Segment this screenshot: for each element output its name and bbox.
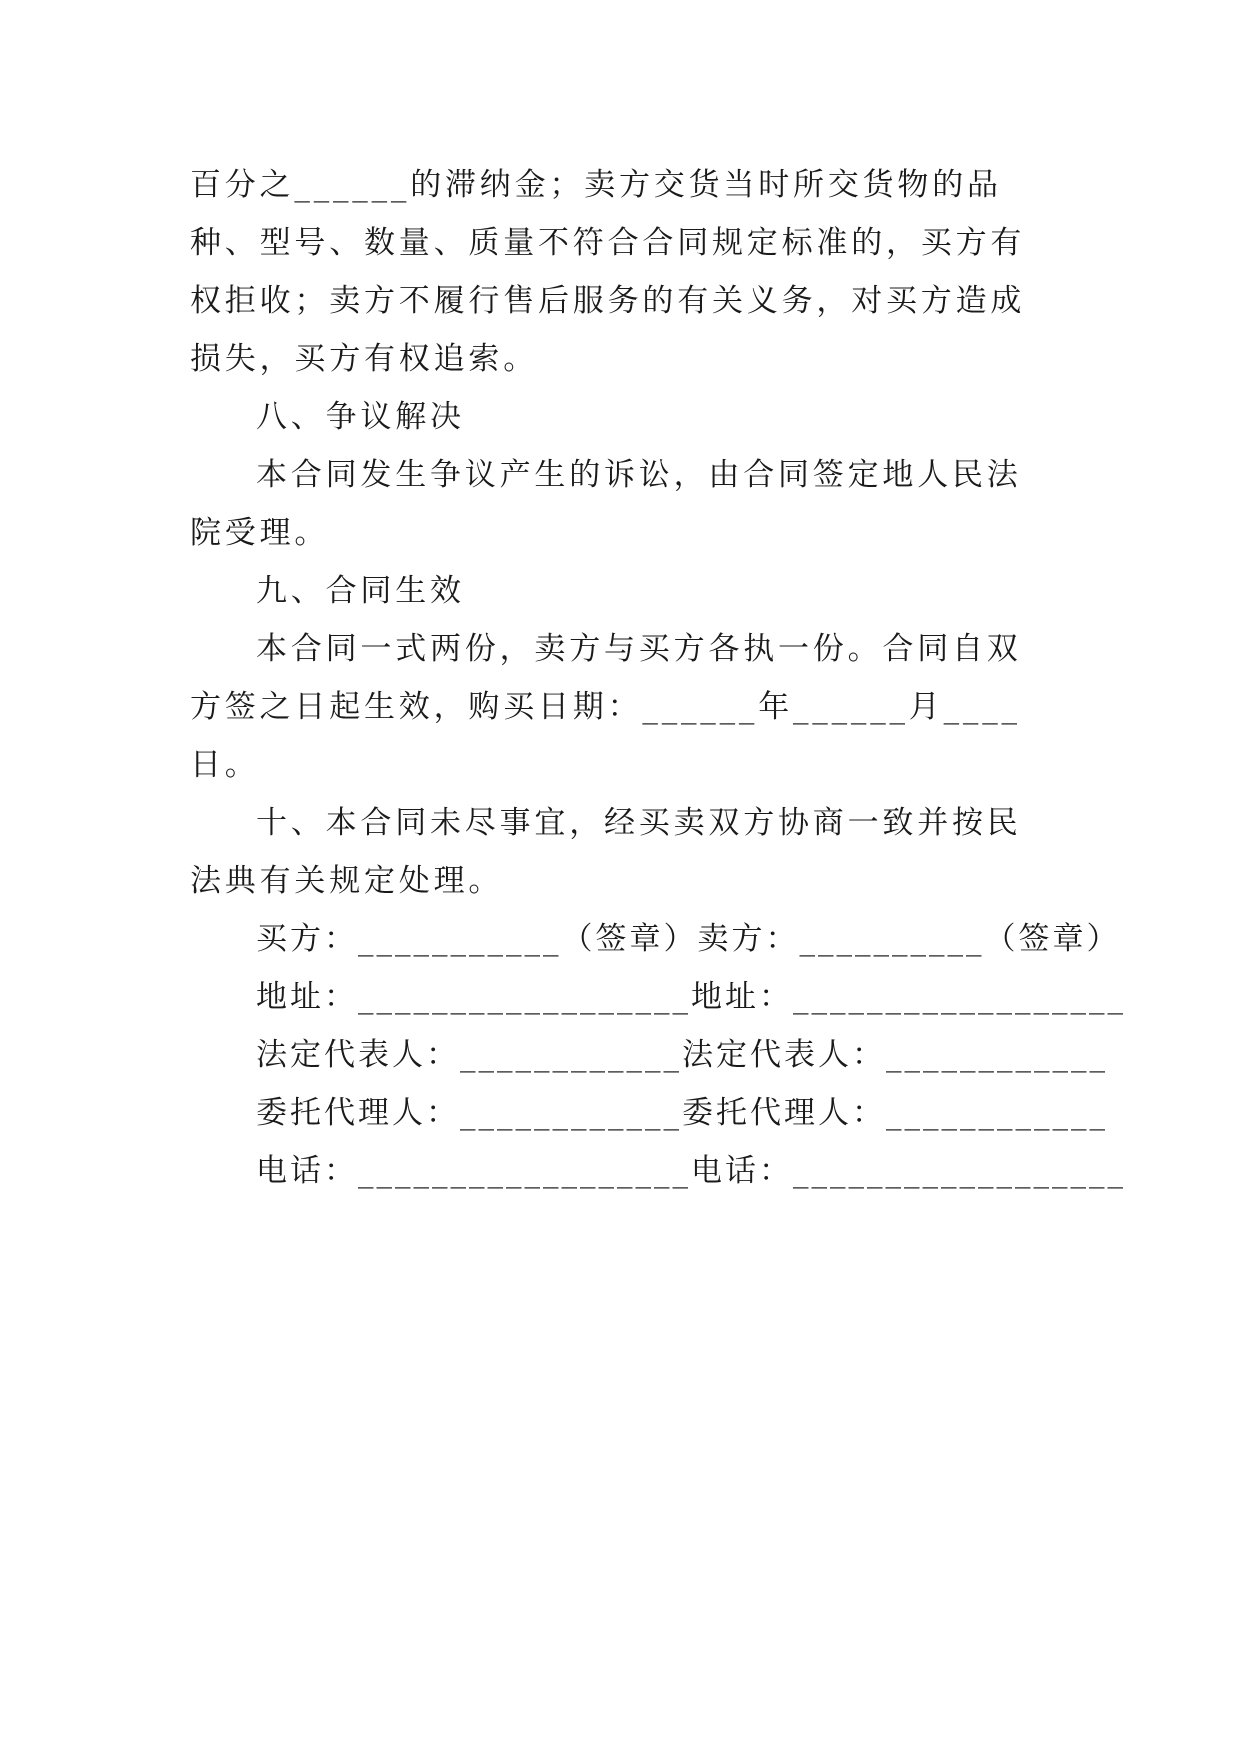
clause-8-heading: 八、争议解决: [256, 399, 465, 435]
clause-10: 十、本合同未尽事宜，经买卖双方协商一致并按民法典有关规定处理。: [190, 805, 1022, 899]
clause-7-continuation: 百分之______的滞纳金；卖方交货当时所交货物的品种、型号、数量、质量不符合合同规定标准的，买方有权拒收；卖方不履行售后服务的有关义务，对买方造成损失，买方有权追索。: [190, 167, 1026, 377]
signature-block: [190, 910, 1126, 1200]
signature-line-legal-rep: 法定代表人：____________法定代表人：____________: [256, 1037, 1108, 1073]
clause-8-body: 本合同发生争议产生的诉讼，由合同签定地人民法院受理。: [190, 457, 1022, 551]
document-page: [190, 156, 1126, 1200]
signature-line-parties: 买方：___________（签章）卖方：__________（签章）: [256, 921, 1121, 957]
clause-9-body: 本合同一式两份，卖方与买方各执一份。合同自双方签之日起生效，购买日期：______年______月____日。: [190, 631, 1022, 783]
signature-line-agent: 委托代理人：____________委托代理人：____________: [256, 1095, 1108, 1131]
signature-line-phone: 电话：__________________电话：__________________: [256, 1153, 1126, 1189]
clause-9-heading: 九、合同生效: [256, 573, 465, 609]
signature-line-address: 地址：__________________地址：__________________: [256, 979, 1126, 1015]
